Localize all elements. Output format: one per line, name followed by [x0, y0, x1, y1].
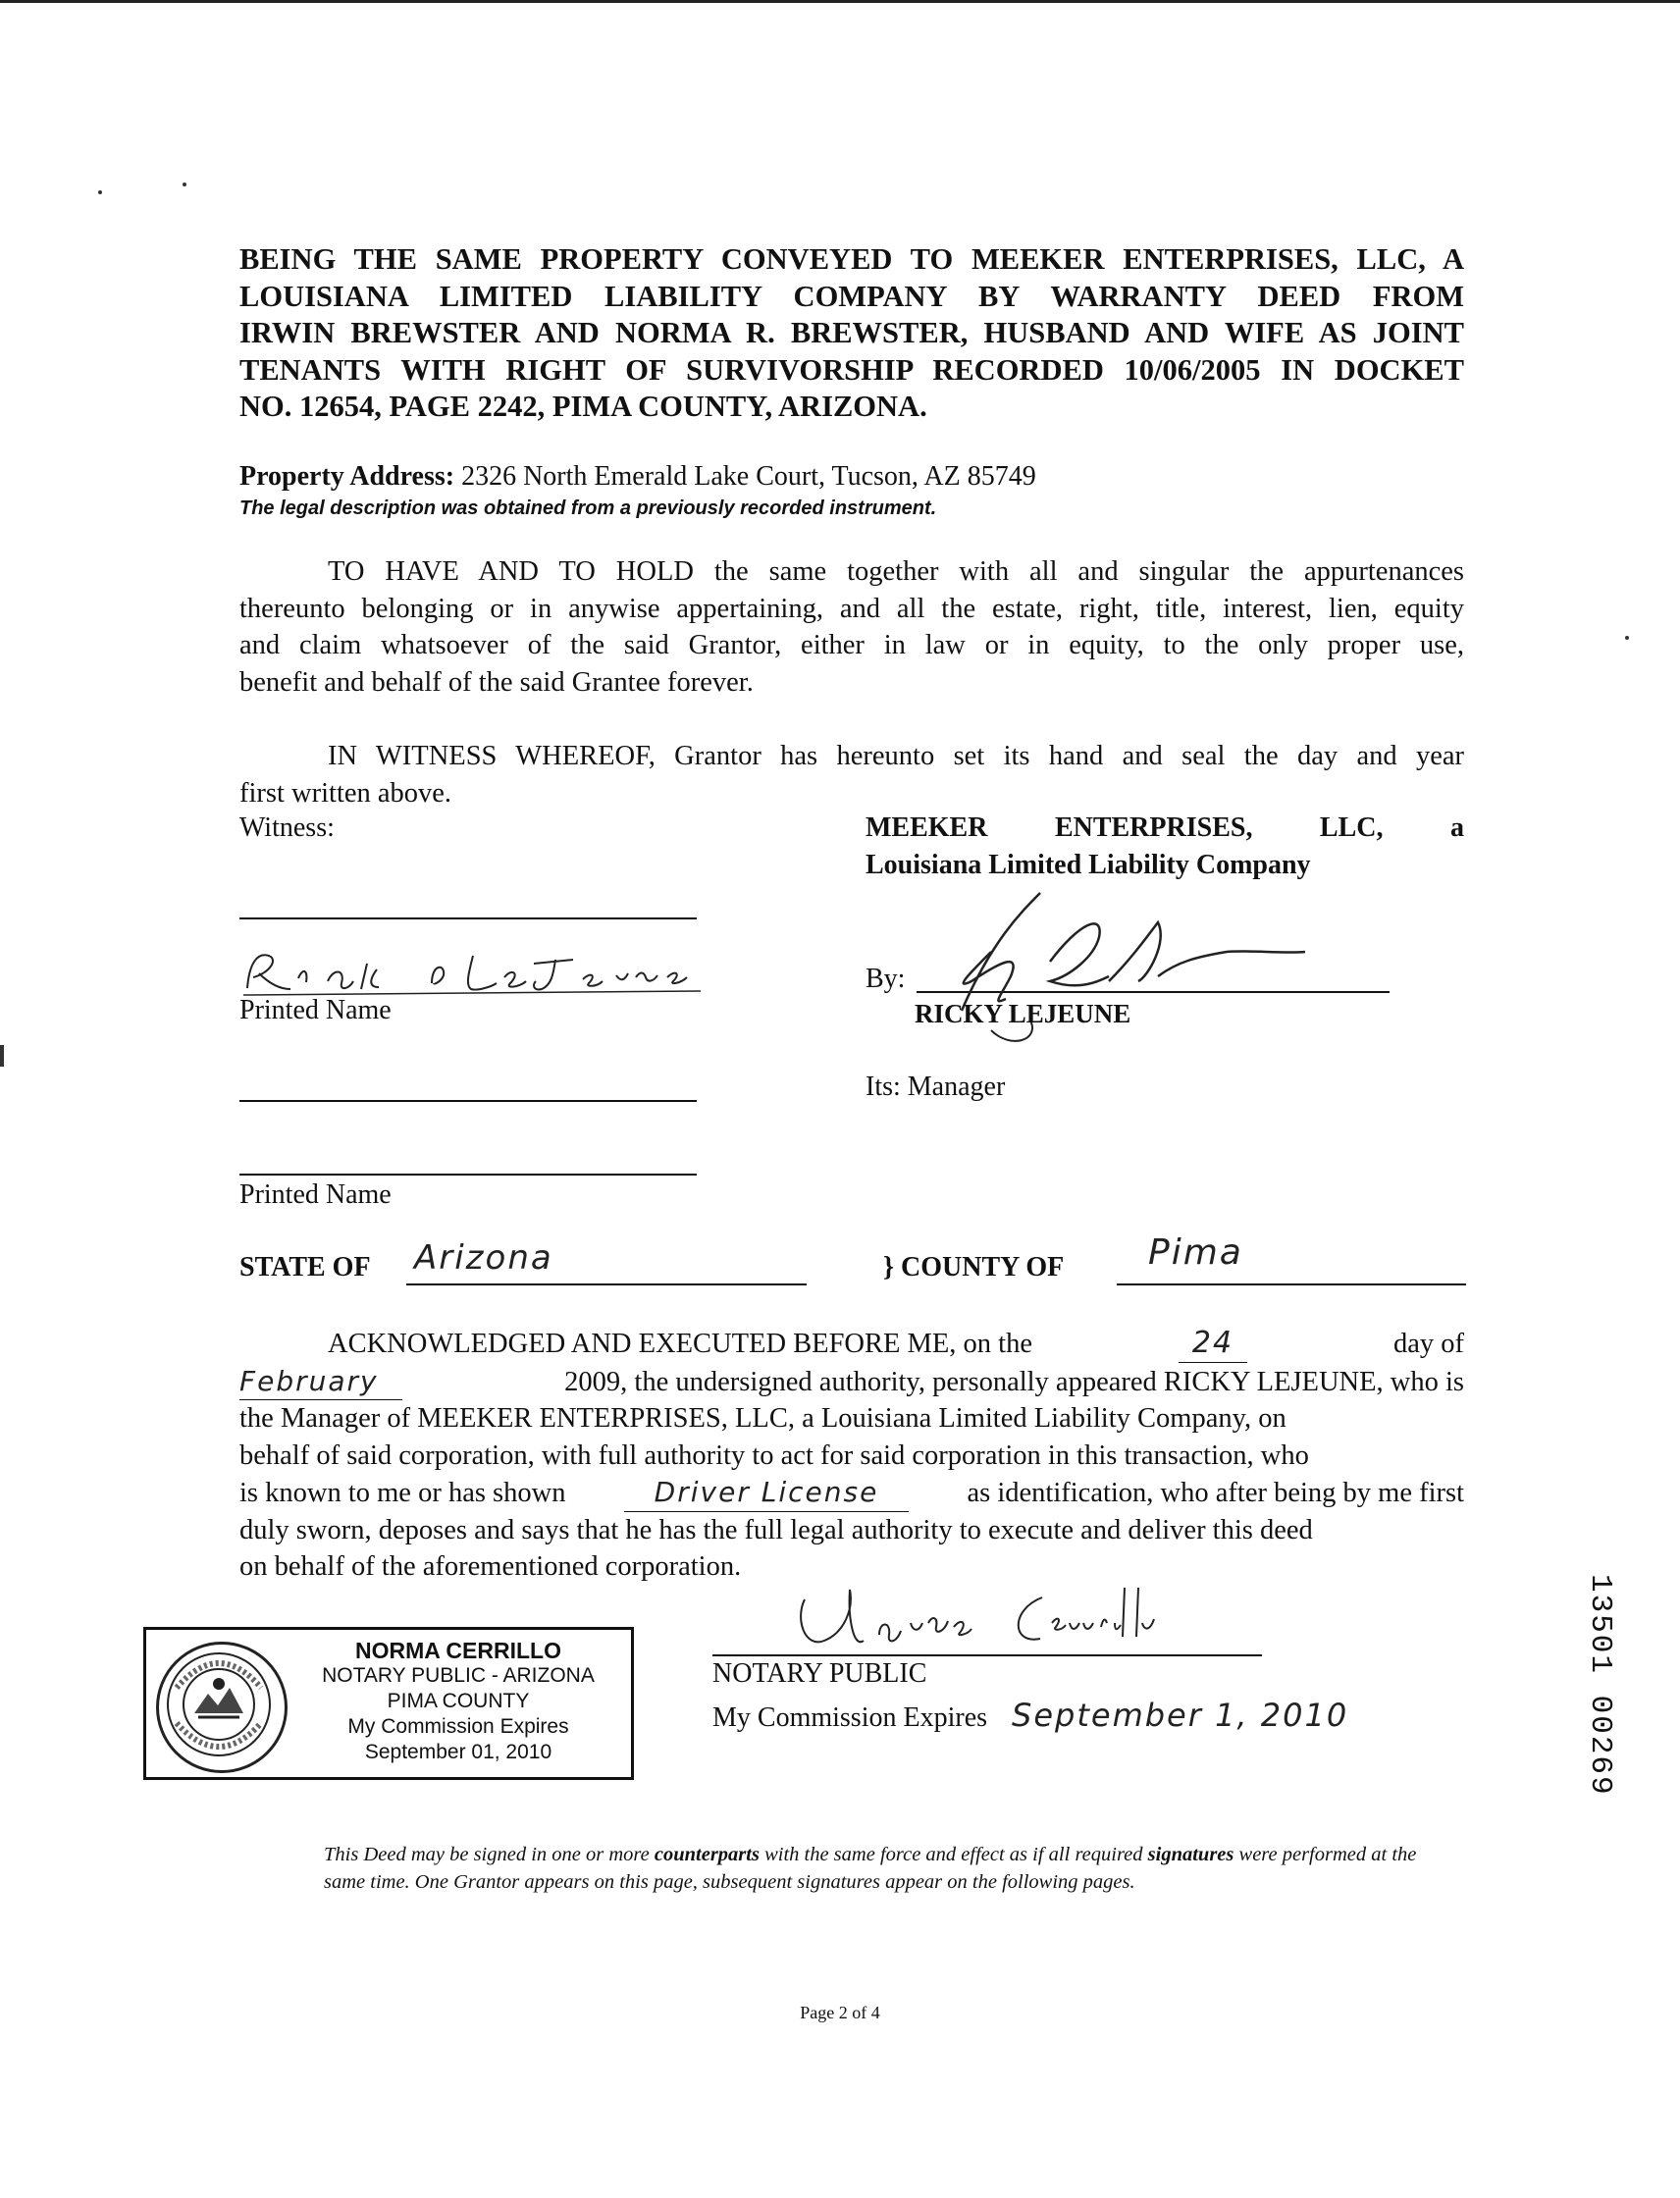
footer-text: This Deed may be signed in one or more — [324, 1844, 655, 1865]
witness-signature-graphic — [239, 934, 740, 1003]
stamp-line: NOTARY PUBLIC - ARIZONA — [322, 1664, 595, 1687]
notary-signature-line — [712, 1654, 1262, 1656]
notary-signature-graphic — [785, 1580, 1256, 1658]
commission-label: My Commission Expires — [712, 1702, 988, 1733]
ack-row — [239, 1325, 1464, 1363]
witness-line: IN WITNESS WHEREOF, Grantor has hereunto set its hand and seal the day and year — [328, 741, 1464, 771]
company-word: MEEKER — [866, 812, 988, 843]
scan-edge-mark — [0, 1045, 4, 1067]
acknowledgment-paragraph — [239, 1325, 1464, 1586]
ack-month: February — [239, 1363, 402, 1401]
page-number: Page 2 of 4 — [800, 2003, 880, 2022]
county-fill-line — [1117, 1283, 1466, 1285]
by-label: By: — [866, 964, 906, 994]
witness-signature-line-2 — [239, 1100, 697, 1102]
company-type: Louisiana Limited Liability Company — [866, 850, 1311, 880]
state-seal-graphic — [159, 1645, 279, 1764]
ack-text: the Manager of MEEKER ENTERPRISES, LLC, a Louisiana Limited Liability Company, on — [239, 1403, 1286, 1434]
company-word: ENTERPRISES, — [1054, 812, 1253, 843]
conveyance-paragraph — [239, 241, 1464, 426]
printed-name-label: Printed Name — [239, 995, 392, 1025]
stamp-line: September 01, 2010 — [364, 1741, 552, 1763]
witness-signature — [239, 934, 740, 1003]
habendum-line: and claim whatsoever of the said Grantor, either in law or in equity, to the only proper use, — [239, 630, 1464, 660]
company-name — [866, 812, 1464, 844]
commission-expires — [712, 1697, 1348, 1734]
conveyance-line: BEING THE SAME PROPERTY CONVEYED TO MEEKER ENTERPRISES, LLC, A — [239, 242, 1464, 276]
ack-row — [239, 1400, 1464, 1438]
grantor-signature-graphic — [932, 883, 1325, 1060]
property-address-value: 2326 North Emerald Lake Court, Tucson, AZ 85749 — [461, 461, 1036, 492]
habendum-paragraph — [239, 553, 1464, 701]
ack-row — [239, 1363, 1464, 1401]
witness-label: Witness: — [239, 812, 335, 843]
stamp-line: PIMA COUNTY — [387, 1690, 530, 1712]
scan-speck — [1625, 636, 1629, 640]
printed-name-line-2 — [239, 1174, 697, 1176]
stamp-text — [291, 1638, 625, 1765]
counterpart-note — [324, 1841, 1462, 1896]
ack-text: on behalf of the aforementioned corporation. — [239, 1551, 742, 1582]
ack-text: behalf of said corporation, with full authority to act for said corporation in this transaction, who — [239, 1439, 1309, 1471]
habendum-line: TO HAVE AND TO HOLD the same together with all and singular the appurtenances — [328, 556, 1464, 587]
footer-text: with the same force and effect as if all required — [759, 1844, 1148, 1865]
notary-public-label: NOTARY PUBLIC — [712, 1658, 927, 1689]
witness-signature-line — [239, 917, 697, 919]
notary-stamp — [143, 1627, 634, 1780]
recording-number — [1583, 1574, 1618, 1797]
ack-id-type: Driver License — [624, 1474, 909, 1512]
conveyance-line: NO. 12654, PAGE 2242, PIMA COUNTY, ARIZONA. — [239, 390, 927, 423]
ack-day: 24 — [1179, 1325, 1247, 1363]
ack-row — [239, 1512, 1464, 1549]
company-word: LLC, — [1319, 812, 1384, 843]
witness-line: first written above. — [239, 777, 452, 809]
state-label: STATE OF — [239, 1252, 371, 1282]
conveyance-line: TENANTS WITH RIGHT OF SURVIVORSHIP RECORDED 10/06/2005 IN DOCKET — [239, 352, 1464, 387]
state-value: Arizona — [414, 1238, 553, 1278]
county-label: } COUNTY OF — [883, 1252, 1065, 1282]
recording-number-text: 13501 00269 — [1583, 1574, 1617, 1797]
grantor-signature — [932, 883, 1325, 1060]
printed-name-label-2: Printed Name — [239, 1179, 392, 1210]
habendum-line: benefit and behalf of the said Grantee forever. — [239, 666, 754, 698]
conveyance-line: LOUISIANA LIMITED LIABILITY COMPANY BY WARRANTY DEED FROM — [239, 279, 1464, 313]
ack-row — [239, 1438, 1464, 1475]
ack-text: 2009, the undersigned authority, personally appeared RICKY LEJEUNE, who is — [564, 1366, 1464, 1397]
ack-text: as identification, who after being by me first — [967, 1478, 1464, 1508]
county-value: Pima — [1148, 1232, 1243, 1273]
ack-text: is known to me or has shown — [239, 1478, 566, 1508]
property-address-label: Property Address: — [239, 461, 455, 492]
legal-description-note: The legal description was obtained from a previously recorded instrument. — [239, 497, 937, 519]
notary-signature — [785, 1580, 1256, 1658]
habendum-line: thereunto belonging or in anywise appertaining, and all the estate, right, title, interest, lien, equity — [239, 593, 1464, 624]
footer-text: were performed at the same time. One Grantor appears on this page, subsequent signatures appear on the following pages. — [324, 1844, 1417, 1893]
ack-row — [239, 1474, 1464, 1512]
company-word: a — [1449, 812, 1464, 843]
state-seal — [156, 1642, 288, 1773]
ack-text: day of — [1392, 1329, 1464, 1359]
commission-date: September 1, 2010 — [1012, 1697, 1349, 1734]
ack-text: duly sworn, deposes and says that he has the full legal authority to execute and deliver this deed — [239, 1514, 1313, 1545]
stamp-notary-name: NORMA CERRILLO — [355, 1638, 561, 1663]
property-address — [239, 461, 1036, 493]
scan-speck — [98, 190, 102, 194]
top-border-rule — [0, 0, 1680, 3]
signer-title: Its: Manager — [866, 1072, 1006, 1102]
scan-speck — [183, 183, 186, 186]
signer-name: RICKY LEJEUNE — [915, 999, 1131, 1028]
witness-paragraph — [239, 738, 1464, 811]
ack-text: ACKNOWLEDGED AND EXECUTED BEFORE ME, on the — [328, 1329, 1032, 1359]
conveyance-line: IRWIN BREWSTER AND NORMA R. BREWSTER, HUSBAND AND WIFE AS JOINT — [239, 316, 1464, 349]
state-fill-line — [406, 1283, 807, 1285]
footer-bold: counterparts — [654, 1844, 760, 1865]
footer-bold: signatures — [1147, 1844, 1234, 1865]
stamp-line: My Commission Expires — [347, 1715, 569, 1738]
